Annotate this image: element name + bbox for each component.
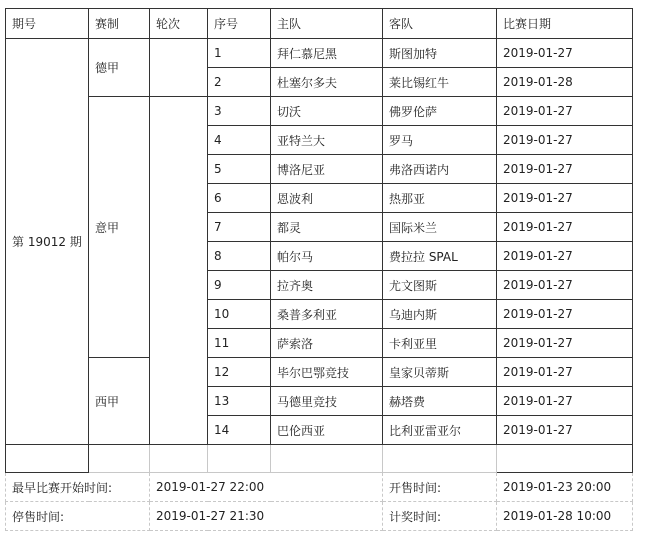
match-number: 5 <box>208 155 271 184</box>
prize-time-value: 2019-01-28 10:00 <box>497 502 633 531</box>
period-cell: 第 19012 期 <box>6 39 89 445</box>
home-team: 博洛尼亚 <box>271 155 383 184</box>
home-team: 帕尔马 <box>271 242 383 271</box>
schedule-table-wrapper <box>5 8 633 531</box>
home-team: 巴伦西亚 <box>271 416 383 445</box>
spacer-cell <box>89 445 150 473</box>
home-team: 都灵 <box>271 213 383 242</box>
match-date: 2019-01-27 <box>497 271 633 300</box>
match-date: 2019-01-27 <box>497 416 633 445</box>
home-team: 杜塞尔多夫 <box>271 68 383 97</box>
sale-open-value: 2019-01-23 20:00 <box>497 473 633 502</box>
header-number: 序号 <box>208 9 271 39</box>
match-number: 8 <box>208 242 271 271</box>
league-cell-la-liga: 西甲 <box>89 358 150 445</box>
match-date: 2019-01-27 <box>497 155 633 184</box>
header-away: 客队 <box>383 9 497 39</box>
match-date: 2019-01-27 <box>497 126 633 155</box>
away-team: 斯图加特 <box>383 39 497 68</box>
match-date: 2019-01-27 <box>497 97 633 126</box>
header-league: 赛制 <box>89 9 150 39</box>
match-number: 11 <box>208 329 271 358</box>
header-home: 主队 <box>271 9 383 39</box>
league-cell-bundesliga: 德甲 <box>89 39 150 97</box>
match-date: 2019-01-27 <box>497 387 633 416</box>
prize-time-label: 计奖时间: <box>383 502 497 531</box>
header-period: 期号 <box>6 9 89 39</box>
match-number: 13 <box>208 387 271 416</box>
match-number: 3 <box>208 97 271 126</box>
away-team: 热那亚 <box>383 184 497 213</box>
round-cell <box>150 39 208 97</box>
earliest-start-label: 最早比赛开始时间: <box>6 473 150 502</box>
league-cell-serie-a: 意甲 <box>89 97 150 358</box>
table-row <box>6 358 633 387</box>
away-team: 赫塔费 <box>383 387 497 416</box>
match-date: 2019-01-27 <box>497 329 633 358</box>
match-date: 2019-01-27 <box>497 184 633 213</box>
away-team: 乌迪内斯 <box>383 300 497 329</box>
info-row-earliest <box>6 473 633 502</box>
match-date: 2019-01-27 <box>497 358 633 387</box>
match-date: 2019-01-27 <box>497 213 633 242</box>
match-date: 2019-01-28 <box>497 68 633 97</box>
match-schedule-table <box>5 8 633 531</box>
match-number: 1 <box>208 39 271 68</box>
match-date: 2019-01-27 <box>497 242 633 271</box>
home-team: 切沃 <box>271 97 383 126</box>
spacer-cell <box>383 445 497 473</box>
away-team: 卡利亚里 <box>383 329 497 358</box>
spacer-cell <box>271 445 383 473</box>
home-team: 拜仁慕尼黑 <box>271 39 383 68</box>
home-team: 拉齐奥 <box>271 271 383 300</box>
away-team: 佛罗伦萨 <box>383 97 497 126</box>
spacer-row <box>6 445 633 473</box>
home-team: 马德里竞技 <box>271 387 383 416</box>
info-row-sale-stop <box>6 502 633 531</box>
spacer-cell <box>208 445 271 473</box>
home-team: 亚特兰大 <box>271 126 383 155</box>
away-team: 皇家贝蒂斯 <box>383 358 497 387</box>
away-team: 费拉拉 SPAL <box>383 242 497 271</box>
away-team: 尤文图斯 <box>383 271 497 300</box>
match-date: 2019-01-27 <box>497 39 633 68</box>
match-number: 10 <box>208 300 271 329</box>
match-number: 12 <box>208 358 271 387</box>
match-number: 2 <box>208 68 271 97</box>
away-team: 国际米兰 <box>383 213 497 242</box>
match-number: 6 <box>208 184 271 213</box>
sale-stop-value: 2019-01-27 21:30 <box>150 502 383 531</box>
spacer-cell <box>6 445 89 473</box>
away-team: 罗马 <box>383 126 497 155</box>
table-row <box>6 97 633 126</box>
spacer-cell <box>497 445 633 473</box>
away-team: 弗洛西诺内 <box>383 155 497 184</box>
sale-stop-label: 停售时间: <box>6 502 150 531</box>
home-team: 恩波利 <box>271 184 383 213</box>
spacer-cell <box>150 445 208 473</box>
header-date: 比赛日期 <box>497 9 633 39</box>
match-number: 7 <box>208 213 271 242</box>
away-team: 莱比锡红牛 <box>383 68 497 97</box>
match-date: 2019-01-27 <box>497 300 633 329</box>
match-number: 14 <box>208 416 271 445</box>
earliest-start-value: 2019-01-27 22:00 <box>150 473 383 502</box>
away-team: 比利亚雷亚尔 <box>383 416 497 445</box>
home-team: 桑普多利亚 <box>271 300 383 329</box>
match-number: 9 <box>208 271 271 300</box>
sale-open-label: 开售时间: <box>383 473 497 502</box>
header-round: 轮次 <box>150 9 208 39</box>
header-row <box>6 9 633 39</box>
home-team: 萨索洛 <box>271 329 383 358</box>
table-row <box>6 39 633 68</box>
home-team: 毕尔巴鄂竞技 <box>271 358 383 387</box>
round-cell <box>150 97 208 445</box>
match-number: 4 <box>208 126 271 155</box>
